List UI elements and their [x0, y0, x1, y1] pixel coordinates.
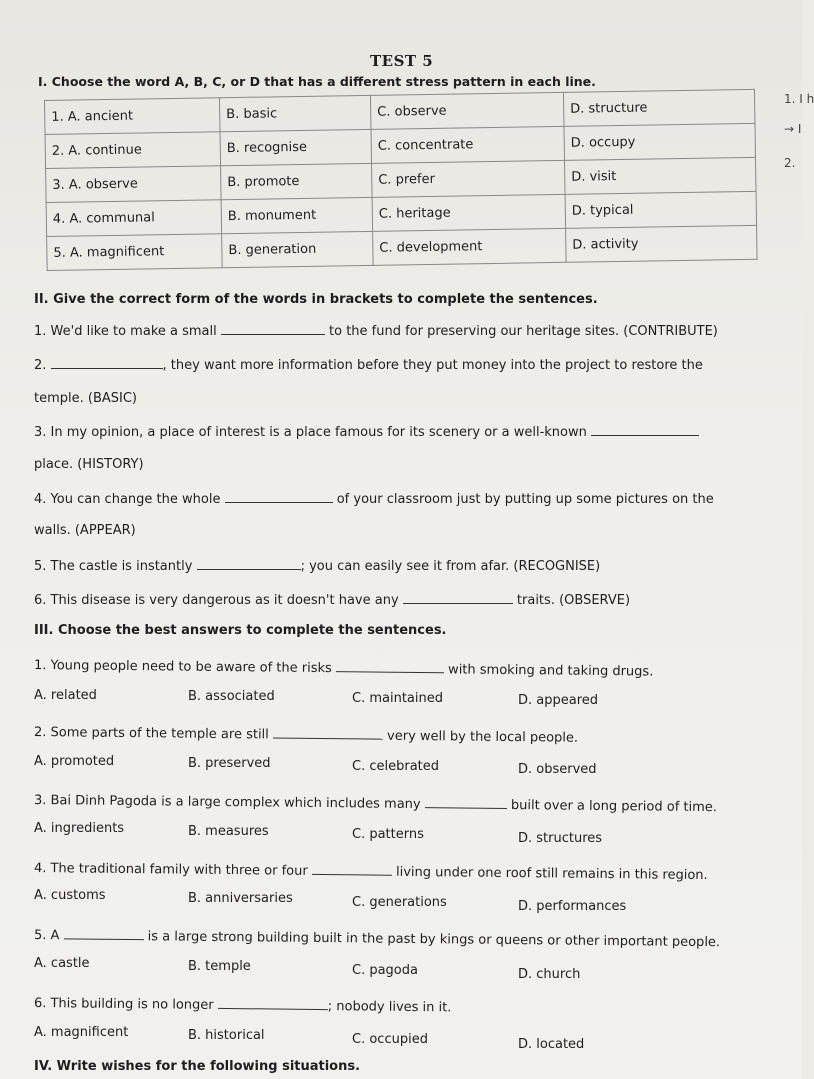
option-b[interactable]: B. associated: [188, 689, 275, 704]
exercise-2-line-9: [34, 591, 630, 608]
table-cell: C. prefer: [372, 160, 566, 197]
option-a[interactable]: A. castle: [34, 956, 90, 971]
answer-blank[interactable]: [336, 659, 444, 673]
question-2: [34, 723, 578, 746]
section-1-heading: I. Choose the word A, B, C, or D that has a different stress pattern in each line.: [38, 74, 596, 89]
sentence-text: 3. In my opinion, a place of interest is a place famous for its scenery or a well-known: [34, 425, 592, 440]
question-text: ; nobody lives in it.: [327, 999, 452, 1016]
option-c[interactable]: C. maintained: [352, 691, 443, 706]
table-cell: C. development: [373, 228, 567, 265]
answer-blank[interactable]: [225, 490, 333, 503]
option-d[interactable]: D. structures: [518, 831, 603, 846]
answer-blank[interactable]: [403, 591, 513, 604]
table-cell: D. structure: [563, 89, 755, 126]
exercise-2-line-3: [34, 391, 137, 406]
option-d[interactable]: D. church: [518, 967, 581, 982]
table-cell: 2. A. continue: [45, 132, 221, 169]
question-5: [34, 926, 720, 950]
table-cell: D. activity: [566, 225, 758, 262]
question-text: 1. Young people need to be aware of the risks: [33, 658, 337, 677]
sentence-text: 5. The castle is instantly: [34, 559, 197, 574]
question-3: [34, 791, 717, 815]
table-cell: D. visit: [565, 157, 757, 194]
sentence-text: temple. (BASIC): [34, 391, 138, 406]
option-b[interactable]: B. historical: [188, 1028, 265, 1043]
option-c[interactable]: C. celebrated: [352, 759, 440, 774]
option-a[interactable]: A. magnificent: [34, 1025, 129, 1040]
answer-blank[interactable]: [425, 795, 507, 809]
question-text: built over a long period of time.: [506, 797, 718, 816]
exercise-2-line-6: [34, 490, 714, 507]
exercise-2-line-2: [34, 356, 703, 373]
sentence-text: to the fund for preserving our heritage sites. (CONTRIBUTE): [324, 324, 718, 339]
question-text: 3. Bai Dinh Pagoda is a large complex which includes many: [33, 793, 425, 813]
question-6: [34, 994, 452, 1015]
table-cell: D. typical: [565, 191, 757, 228]
option-c[interactable]: C. occupied: [352, 1032, 428, 1047]
option-a[interactable]: A. customs: [34, 888, 106, 903]
option-b[interactable]: B. preserved: [188, 756, 271, 771]
table-cell: 4. A. communal: [46, 200, 222, 237]
answer-blank[interactable]: [312, 862, 392, 876]
table-cell: 1. A. ancient: [45, 98, 221, 135]
table-cell: 5. A. magnificent: [47, 234, 223, 271]
question-text: 4. The traditional family with three or four: [33, 861, 312, 879]
option-a[interactable]: A. promoted: [34, 754, 115, 769]
sentence-text: walls. (APPEAR): [34, 523, 136, 538]
question-text: very well by the local people.: [382, 728, 579, 746]
sentence-text: 1. We'd like to make a small: [34, 324, 221, 339]
table-cell: D. occupy: [564, 123, 756, 160]
test-title: TEST 5: [370, 52, 434, 70]
option-c[interactable]: C. patterns: [352, 827, 424, 842]
question-1: [34, 656, 654, 679]
answer-blank[interactable]: [197, 557, 301, 570]
answer-blank[interactable]: [591, 423, 699, 436]
option-d[interactable]: D. located: [518, 1037, 585, 1052]
option-d[interactable]: D. performances: [518, 899, 627, 914]
table-cell: C. observe: [370, 92, 564, 129]
sentence-text: traits. (OBSERVE): [512, 593, 631, 608]
question-4: [34, 859, 708, 883]
table-cell: 3. A. observe: [46, 166, 222, 203]
section-2-heading: II. Give the correct form of the words in brackets to complete the sentences.: [34, 292, 598, 307]
answer-blank[interactable]: [221, 322, 325, 335]
option-d[interactable]: D. observed: [518, 762, 597, 777]
exercise-2-line-1: [34, 322, 718, 339]
question-text: 6. This building is no longer: [33, 996, 218, 1013]
table-cell: C. heritage: [372, 194, 566, 231]
sentence-text: 2.: [34, 358, 51, 373]
margin-note-1: 1. I h: [784, 92, 814, 106]
margin-note-2: → I: [784, 122, 802, 136]
answer-blank[interactable]: [51, 356, 163, 369]
section-4-heading: IV. Write wishes for the following situations.: [34, 1059, 361, 1074]
question-text: living under one roof still remains in this region.: [391, 864, 708, 884]
sentence-text: ; you can easily see it from afar. (RECOGNISE): [300, 559, 601, 574]
option-a[interactable]: A. ingredients: [34, 821, 125, 836]
stress-pattern-table: [44, 89, 758, 271]
table-cell: B. promote: [221, 163, 373, 199]
margin-note-3: 2.: [784, 156, 796, 170]
table-cell: C. concentrate: [371, 126, 565, 163]
answer-blank[interactable]: [64, 926, 144, 940]
option-b[interactable]: B. measures: [188, 824, 269, 839]
table-cell: B. monument: [221, 197, 373, 233]
sentence-text: 4. You can change the whole: [34, 492, 225, 507]
table-cell: B. generation: [222, 231, 374, 267]
sentence-text: place. (HISTORY): [34, 457, 144, 472]
sentence-text: of your classroom just by putting up some pictures on the: [332, 492, 714, 507]
option-d[interactable]: D. appeared: [518, 693, 599, 708]
sentence-text: 6. This disease is very dangerous as it doesn't have any: [34, 593, 403, 608]
answer-blank[interactable]: [218, 996, 328, 1010]
exercise-2-line-4: [34, 423, 699, 440]
question-text: 5. A: [33, 928, 64, 944]
option-c[interactable]: C. generations: [352, 895, 447, 910]
sentence-text: , they want more information before they put money into the project to restore the: [162, 358, 703, 373]
exercise-2-line-8: [34, 557, 600, 574]
table-cell: B. recognise: [220, 129, 372, 165]
option-c[interactable]: C. pagoda: [352, 963, 418, 978]
exercise-2-line-7: [34, 523, 136, 538]
question-text: with smoking and taking drugs.: [443, 662, 654, 680]
exercise-2-line-5: [34, 457, 144, 472]
question-text: 2. Some parts of the temple are still: [33, 725, 274, 743]
question-text: is a large strong building built in the past by kings or queens or other important people.: [143, 929, 721, 951]
section-3-heading: III. Choose the best answers to complete the sentences.: [34, 623, 447, 638]
option-b[interactable]: B. temple: [188, 959, 251, 974]
table-cell: B. basic: [219, 95, 371, 131]
answer-blank[interactable]: [273, 726, 383, 740]
option-b[interactable]: B. anniversaries: [188, 891, 293, 906]
option-a[interactable]: A. related: [34, 688, 97, 703]
